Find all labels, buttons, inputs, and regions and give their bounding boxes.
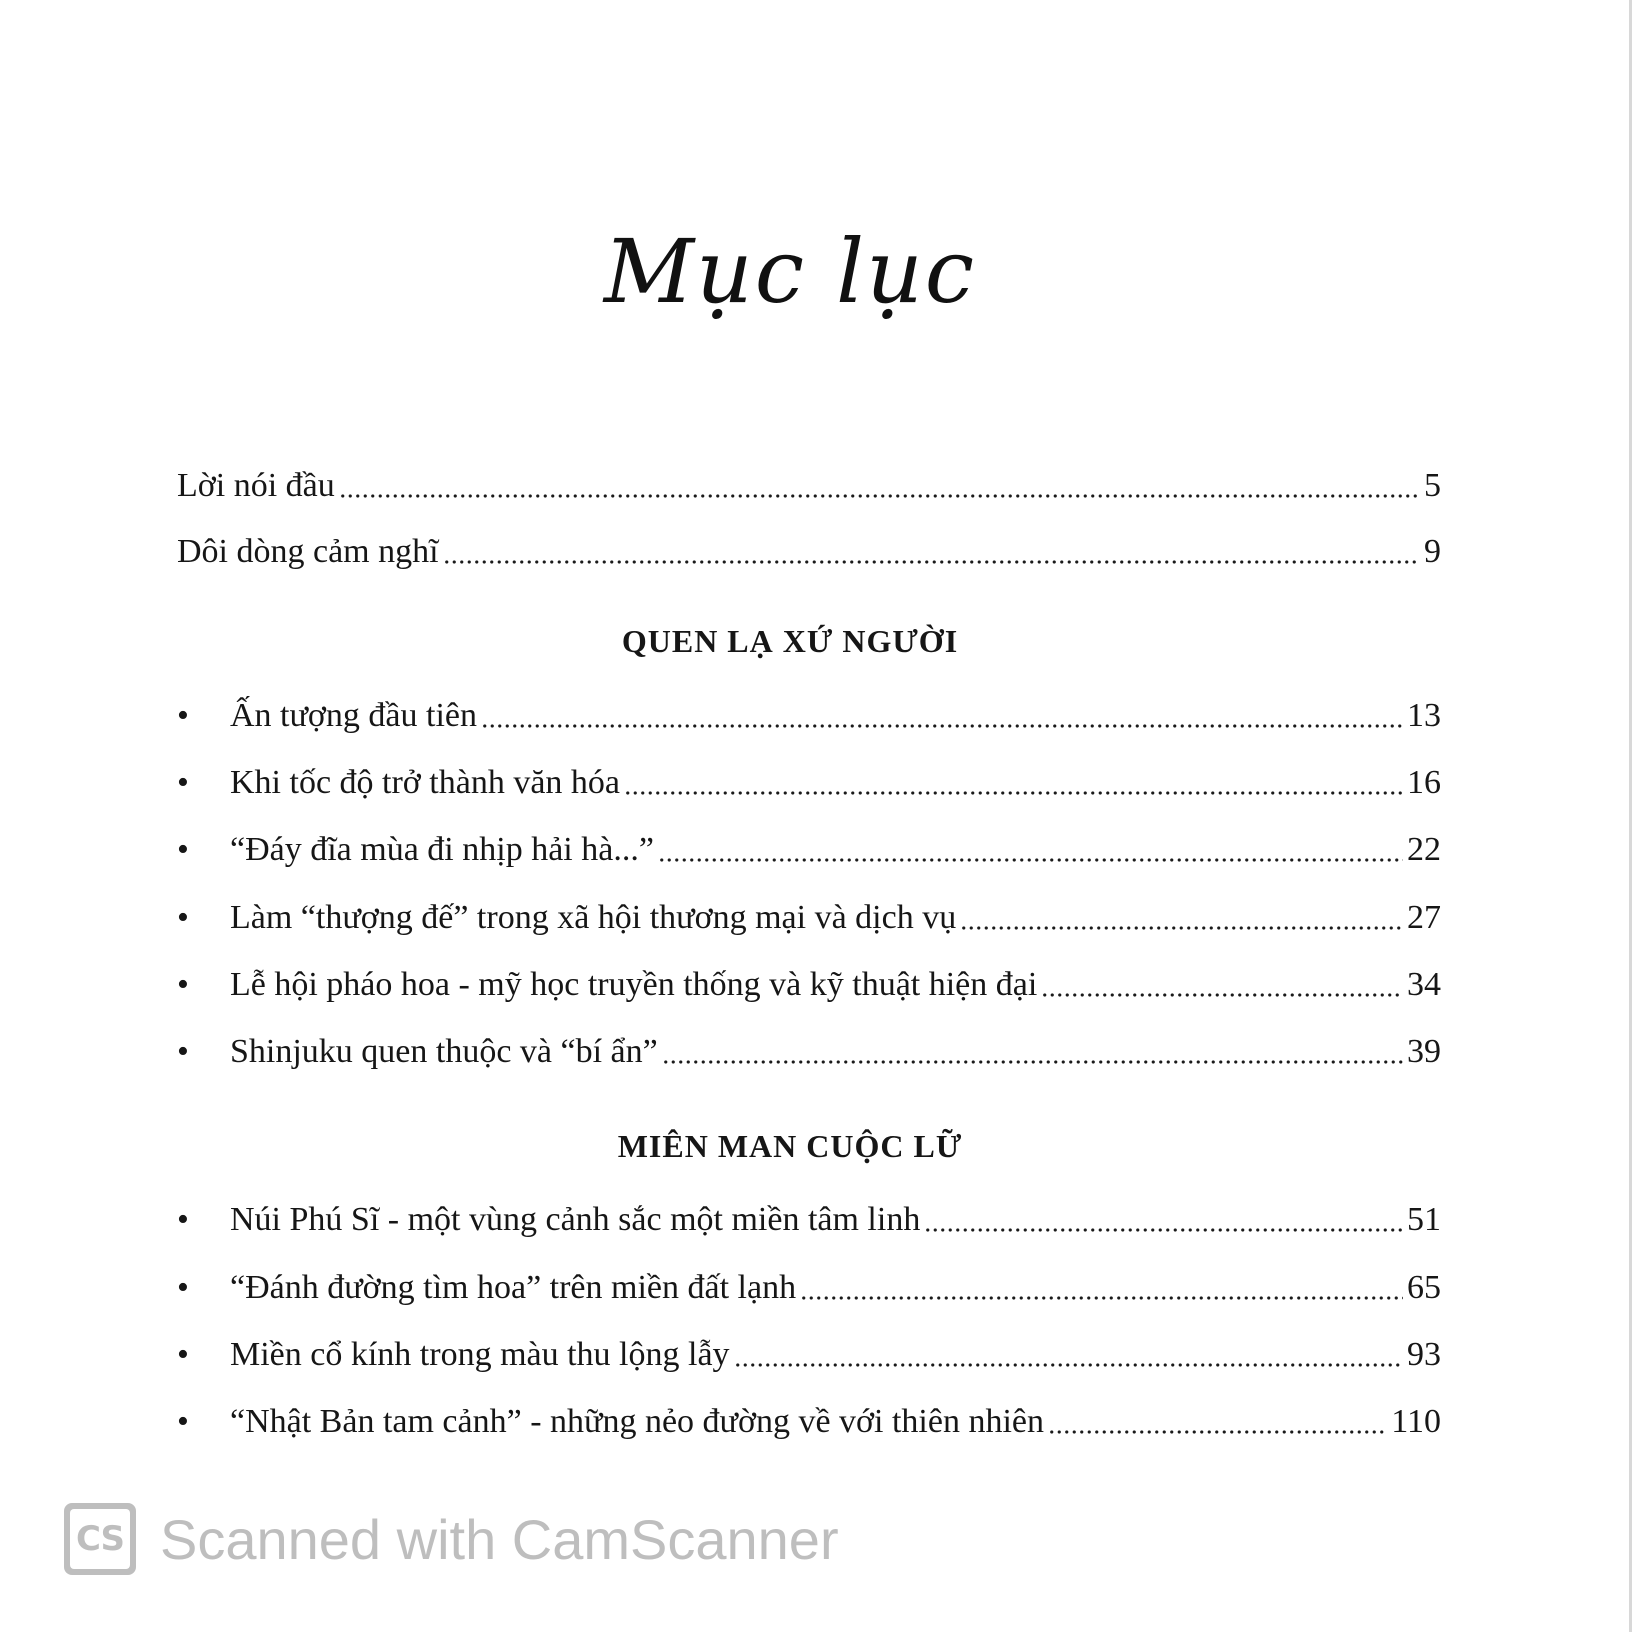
toc-entry-title: Shinjuku quen thuộc và “bí ẩn” xyxy=(230,1033,658,1070)
dot-leader xyxy=(800,1295,1403,1301)
toc-entry-title: Ấn tượng đầu tiên xyxy=(230,697,477,734)
dot-leader xyxy=(960,925,1403,931)
toc-entry-page: 93 xyxy=(1407,1336,1441,1373)
dot-leader xyxy=(339,493,1420,499)
dot-leader xyxy=(734,1362,1403,1368)
toc-entry-title: Núi Phú Sĩ - một vùng cảnh sắc một miền tâm linh xyxy=(230,1201,921,1238)
camscanner-logo-icon xyxy=(64,1503,136,1575)
bullet-icon: • xyxy=(177,899,189,936)
dot-leader xyxy=(481,723,1403,729)
toc-entry-title: Miền cổ kính trong màu thu lộng lẫy xyxy=(230,1336,730,1373)
camscanner-watermark xyxy=(64,1503,839,1575)
bullet-icon: • xyxy=(177,1269,189,1306)
dot-leader xyxy=(1041,992,1403,998)
dot-leader xyxy=(1048,1429,1387,1435)
toc-title: Mục lục xyxy=(603,220,977,323)
watermark-text: Scanned with CamScanner xyxy=(160,1507,839,1571)
bullet-icon: • xyxy=(177,1201,189,1238)
toc-entry-title: Dôi dòng cảm nghĩ xyxy=(177,533,439,570)
bullet-icon: • xyxy=(177,697,189,734)
bullet-icon: • xyxy=(177,764,189,801)
dot-leader xyxy=(443,559,1420,565)
toc-entry-loi-noi-dau xyxy=(177,462,1441,506)
toc-entry xyxy=(177,1331,1441,1375)
toc-entry xyxy=(177,1398,1441,1442)
bullet-icon: • xyxy=(177,1403,189,1440)
dot-leader xyxy=(658,857,1403,863)
toc-entry-doi-dong-cam-nghi xyxy=(177,528,1441,572)
toc-entry xyxy=(177,1196,1441,1240)
toc-entry-page: 34 xyxy=(1407,966,1441,1003)
dot-leader xyxy=(624,790,1403,796)
toc-entry xyxy=(177,1028,1441,1072)
bullet-icon: • xyxy=(177,966,189,1003)
toc-entry-title: “Đánh đường tìm hoa” trên miền đất lạnh xyxy=(230,1269,797,1306)
toc-entry xyxy=(177,894,1441,938)
toc-entry-page: 110 xyxy=(1391,1403,1441,1440)
bullet-icon: • xyxy=(177,1033,189,1070)
toc-entry-page: 22 xyxy=(1407,831,1441,868)
toc-entry-title: “Đáy đĩa mùa đi nhịp hải hà...” xyxy=(230,831,654,868)
bullet-icon: • xyxy=(177,831,189,868)
camscanner-logo-text: CS xyxy=(70,1509,130,1569)
toc-entry-page: 5 xyxy=(1424,467,1441,504)
toc-entry-page: 13 xyxy=(1407,697,1441,734)
toc-entry-title: Lời nói đầu xyxy=(177,467,335,504)
toc-entry-title: Lễ hội pháo hoa - mỹ học truyền thống và kỹ thuật hiện đại xyxy=(230,966,1038,1003)
toc-entry xyxy=(177,759,1441,803)
toc-entry-page: 51 xyxy=(1407,1201,1441,1238)
section-heading-mien-man-cuoc-lu: MIÊN MAN CUỘC LỮ xyxy=(617,1128,963,1164)
toc-entry-page: 39 xyxy=(1407,1033,1441,1070)
bullet-icon: • xyxy=(177,1336,189,1373)
toc-entry-title: Khi tốc độ trở thành văn hóa xyxy=(230,764,621,801)
toc-entry-title: “Nhật Bản tam cảnh” - những nẻo đường về với thiên nhiên xyxy=(230,1403,1044,1440)
toc-entry xyxy=(177,826,1441,870)
toc-entry-page: 27 xyxy=(1407,899,1441,936)
toc-entry-page: 9 xyxy=(1424,533,1441,570)
toc-entry xyxy=(177,961,1441,1005)
dot-leader xyxy=(662,1059,1403,1065)
dot-leader xyxy=(924,1227,1403,1233)
toc-entry-title: Làm “thượng đế” trong xã hội thương mại và dịch vụ xyxy=(230,899,957,936)
section-heading-quen-la-xu-nguoi: QUEN LẠ XỨ NGƯỜI xyxy=(621,623,959,659)
toc-entry-page: 16 xyxy=(1407,764,1441,801)
toc-entry-page: 65 xyxy=(1407,1269,1441,1306)
toc-entry xyxy=(177,692,1441,736)
toc-entry xyxy=(177,1264,1441,1308)
